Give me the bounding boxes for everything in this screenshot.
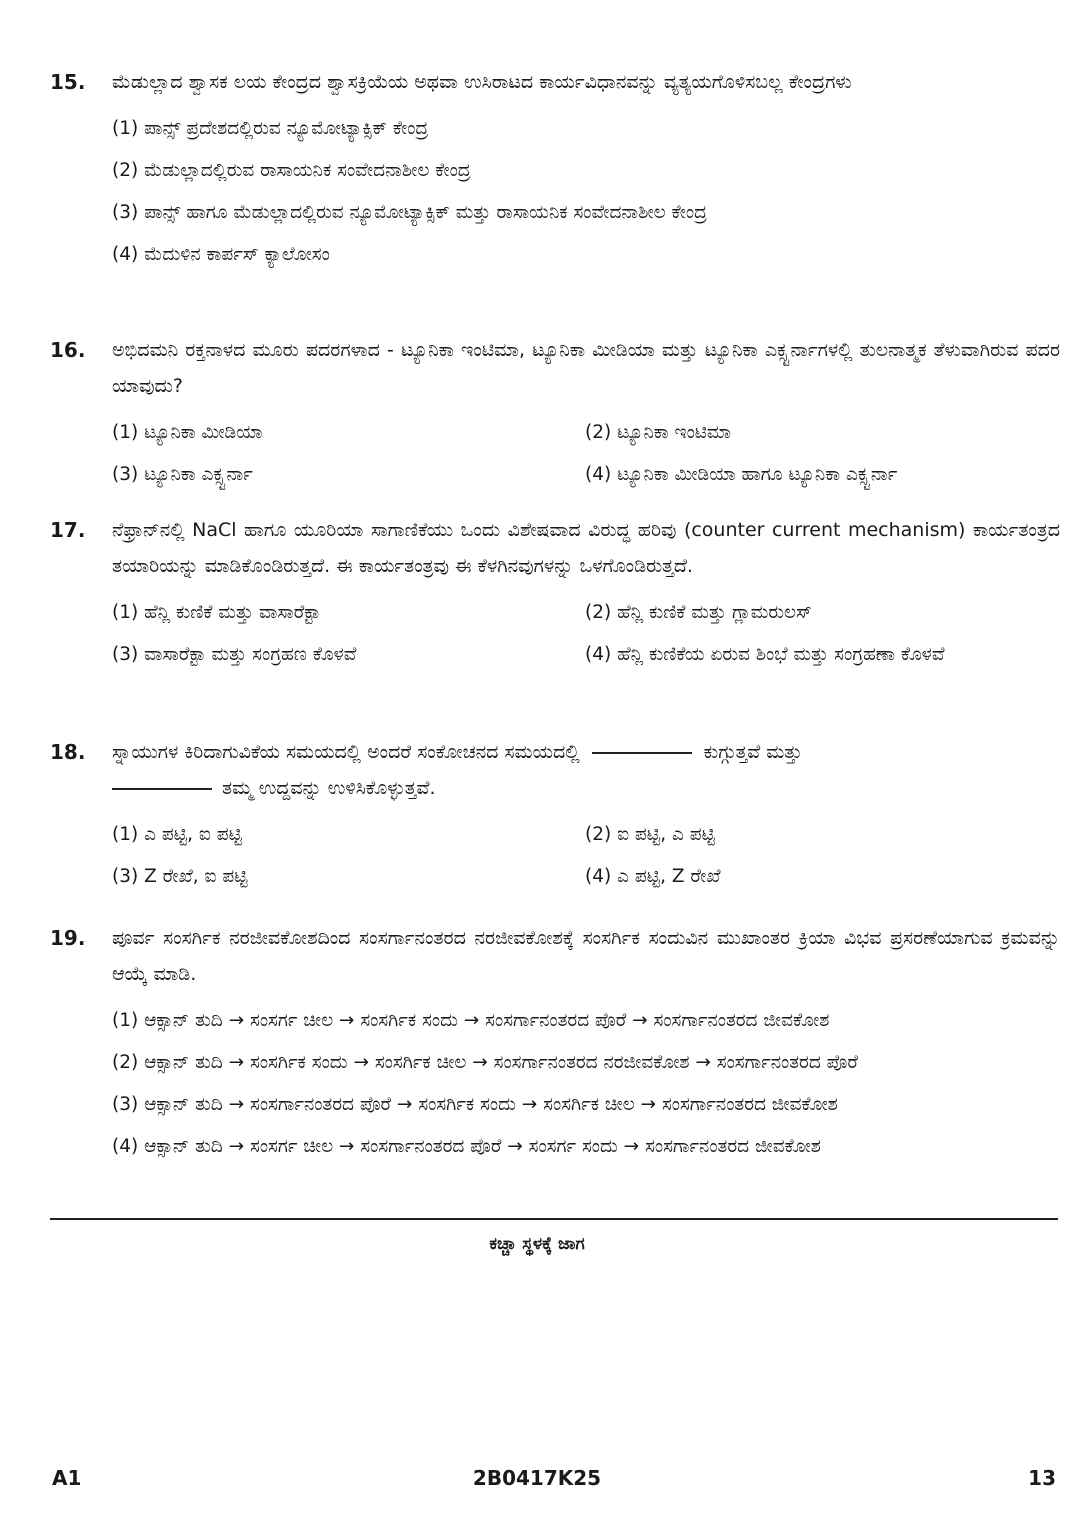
question-number: 16. <box>50 338 86 362</box>
question-15 <box>50 64 1060 276</box>
question-number: 18. <box>50 740 86 764</box>
question-text-part-1: ಸ್ನಾಯುಗಳ ಕಿರಿದಾಗುವಿಕೆಯ ಸಮಯದಲ್ಲಿ ಅಂದರೆ ಸಂಕೋಚನದ ಸಮಯದಲ್ಲಿ <box>112 741 580 763</box>
divider-line <box>50 1218 1058 1220</box>
question-text: ನೆಫ್ರಾನ್‌ನಲ್ಲಿ NaCl ಹಾಗೂ ಯೂರಿಯಾ ಸಾಗಾಣಿಕೆಯು ಒಂದು ವಿಶೇಷವಾದ ವಿರುದ್ಧ ಹರಿವು (counter current mechanism) ಕಾರ್ಯತಂತ್ರದ ತಯಾರಿಯನ್ನು ಮಾಡಿಕೊಂಡಿರುತ್ತದೆ. ಈ ಕಾರ್ಯತಂತ್ರವು ಈ ಕೆಳಗಿನವುಗಳನ್ನು ಒಳಗೊಂಡಿರುತ್ತದೆ. <box>112 519 1060 577</box>
option-1: (1) ಎ ಪಟ್ಟಿ, ಐ ಪಟ್ಟಿ <box>112 824 242 845</box>
answer-blank-1 <box>592 751 692 754</box>
option-3: (3) ಆಕ್ಸಾನ್ ತುದಿ → ಸಂಸರ್ಗಾನಂತರದ ಪೊರೆ → ಸಂಸರ್ಗಿಕ ಸಂದು → ಸಂಸರ್ಗಿಕ ಚೀಲ → ಸಂಸರ್ಗಾನಂತರದ ಜೀವಕೋಶ <box>112 1094 838 1115</box>
option-4: (4) ಎ ಪಟ್ಟಿ, Z ರೇಖೆ <box>585 866 721 887</box>
option-3: (3) ಟ್ಯೂನಿಕಾ ಎಕ್ಸ್ಟರ್ನಾ <box>112 464 253 485</box>
option-1: (1) ಟ್ಯೂನಿಕಾ ಮೀಡಿಯಾ <box>112 422 263 443</box>
question-number: 17. <box>50 518 86 542</box>
answer-blank-2 <box>112 787 212 790</box>
question-text-part-2: ಕುಗ್ಗುತ್ತವೆ ಮತ್ತು <box>703 741 803 763</box>
option-2: (2) ಐ ಪಟ್ಟಿ, ಎ ಪಟ್ಟಿ <box>585 824 715 845</box>
option-3: (3) ಪಾನ್ಸ್ ಹಾಗೂ ಮೆಡುಲ್ಲಾದಲ್ಲಿರುವ ನ್ಯೂಮೋಟ್ಯಾಕ್ಸಿಕ್ ಮತ್ತು ರಾಸಾಯನಿಕ ಸಂವೇದನಾಶೀಲ ಕೇಂದ್ರ <box>112 202 707 223</box>
option-2: (2) ಮೆಡುಲ್ಲಾದಲ್ಲಿರುವ ರಾಸಾಯನಿಕ ಸಂವೇದನಾಶೀಲ ಕೇಂದ್ರ <box>112 160 471 181</box>
question-16 <box>50 332 1060 496</box>
question-text: ಮೆಡುಲ್ಲಾದ ಶ್ವಾಸಕ ಲಯ ಕೇಂದ್ರದ ಶ್ವಾಸಕ್ರಿಯೆಯ ಅಥವಾ ಉಸಿರಾಟದ ಕಾರ್ಯವಿಧಾನವನ್ನು ವ್ಯತ್ಯಯಗೊಳಿಸಬಲ್ಲ ಕೇಂದ್ರಗಳು <box>112 71 852 93</box>
option-2: (2) ಆಕ್ಸಾನ್ ತುದಿ → ಸಂಸರ್ಗಿಕ ಸಂದು → ಸಂಸರ್ಗಿಕ ಚೀಲ → ಸಂಸರ್ಗಾನಂತರದ ನರಜೀವಕೋಶ → ಸಂಸರ್ಗಾನಂತರದ ಪೊರೆ <box>112 1052 858 1073</box>
question-18 <box>50 734 1060 898</box>
option-4: (4) ಮೆದುಳಿನ ಕಾರ್ಪಸ್ ಕ್ಯಾಲೋಸಂ <box>112 244 330 265</box>
option-4: (4) ಟ್ಯೂನಿಕಾ ಮೀಡಿಯಾ ಹಾಗೂ ಟ್ಯೂನಿಕಾ ಎಕ್ಸ್ಟರ್ನಾ <box>585 464 898 485</box>
rough-work-label: ಕಚ್ಚಾ ಸ್ಥಳಕ್ಕೆ ಜಾಗ <box>489 1234 585 1254</box>
question-17 <box>50 512 1060 676</box>
options-grid <box>112 814 1060 898</box>
question-19 <box>50 920 1060 1168</box>
paper-code: 2B0417K25 <box>472 1466 602 1490</box>
question-number: 19. <box>50 926 86 950</box>
question-text <box>112 734 1060 806</box>
option-2: (2) ಟ್ಯೂನಿಕಾ ಇಂಟಿಮಾ <box>585 422 731 443</box>
booklet-code: A1 <box>52 1466 82 1490</box>
options-list <box>112 108 1060 276</box>
option-4: (4) ಆಕ್ಸಾನ್ ತುದಿ → ಸಂಸರ್ಗ ಚೀಲ → ಸಂಸರ್ಗಾನಂತರದ ಪೊರೆ → ಸಂಸರ್ಗ ಸಂದು → ಸಂಸರ್ಗಾನಂತರದ ಜೀವಕೋಶ <box>112 1136 821 1157</box>
question-number: 15. <box>50 70 86 94</box>
options-grid <box>112 412 1060 496</box>
question-text: ಅಭಿದಮನಿ ರಕ್ತನಾಳದ ಮೂರು ಪದರಗಳಾದ - ಟ್ಯೂನಿಕಾ ಇಂಟಿಮಾ, ಟ್ಯೂನಿಕಾ ಮೀಡಿಯಾ ಮತ್ತು ಟ್ಯೂನಿಕಾ ಎಕ್ಸ್ಟರ್ನಾಗಳಲ್ಲಿ ತುಲನಾತ್ಮಕ ತೆಳುವಾಗಿರುವ ಪದರ ಯಾವುದು? <box>112 339 1060 397</box>
option-2: (2) ಹೆನ್ಲಿ ಕುಣಿಕೆ ಮತ್ತು ಗ್ಲಾಮರುಲಸ್ <box>585 602 812 623</box>
options-grid <box>112 592 1060 676</box>
option-3: (3) ವಾಸಾರೆಕ್ಟಾ ಮತ್ತು ಸಂಗ್ರಹಣ ಕೊಳವೆ <box>112 644 357 665</box>
option-4: (4) ಹೆನ್ಲಿ ಕುಣಿಕೆಯ ಏರುವ ಶಿಂಭೆ ಮತ್ತು ಸಂಗ್ರಹಣಾ ಕೊಳವೆ <box>585 644 945 665</box>
option-1: (1) ಹೆನ್ಲಿ ಕುಣಿಕೆ ಮತ್ತು ವಾಸಾರೆಕ್ಟಾ <box>112 602 321 623</box>
option-1: (1) ಪಾನ್ಸ್ ಪ್ರದೇಶದಲ್ಲಿರುವ ನ್ಯೂಮೋಟ್ಯಾಕ್ಸಿಕ್ ಕೇಂದ್ರ <box>112 118 429 139</box>
page-number: 13 <box>1028 1466 1056 1490</box>
options-list <box>112 1000 1060 1168</box>
option-1: (1) ಆಕ್ಸಾನ್ ತುದಿ → ಸಂಸರ್ಗ ಚೀಲ → ಸಂಸರ್ಗಿಕ ಸಂದು → ಸಂಸರ್ಗಾನಂತರದ ಪೊರೆ → ಸಂಸರ್ಗಾನಂತರದ ಜೀವಕೋಶ <box>112 1010 830 1031</box>
option-3: (3) Z ರೇಖೆ, ಐ ಪಟ್ಟಿ <box>112 866 248 887</box>
question-text: ಪೂರ್ವ ಸಂಸರ್ಗಿಕ ನರಜೀವಕೋಶದಿಂದ ಸಂಸರ್ಗಾನಂತರದ ನರಜೀವಕೋಶಕ್ಕೆ ಸಂಸರ್ಗಿಕ ಸಂದುವಿನ ಮುಖಾಂತರ ಕ್ರಿಯಾ ವಿಭವ ಪ್ರಸರಣೆಯಾಗುವ ಕ್ರಮವನ್ನು ಆಯ್ಕೆ ಮಾಡಿ. <box>112 927 1060 985</box>
question-text-part-3: ತಮ್ಮ ಉದ್ದವನ್ನು ಉಳಿಸಿಕೊಳ್ಳುತ್ತವೆ. <box>222 777 436 799</box>
